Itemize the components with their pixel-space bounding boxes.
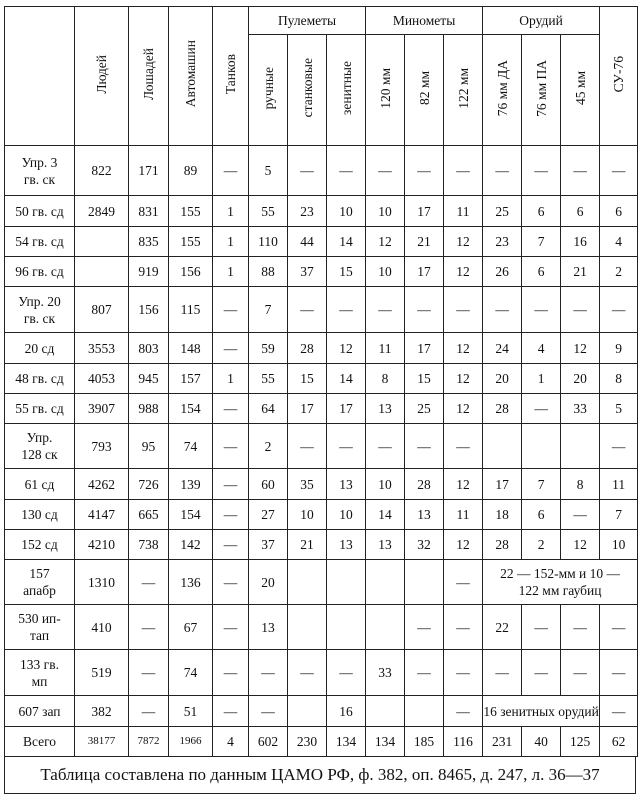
table-cell: 803 <box>129 333 169 364</box>
row-label: Упр. 20 гв. ск <box>5 287 75 333</box>
row-label: 530 ип- тап <box>5 605 75 650</box>
table-cell: — <box>288 146 327 196</box>
table-cell: — <box>129 650 169 696</box>
table-cell: — <box>600 696 638 727</box>
table-cell: 4 <box>600 227 638 257</box>
header-machine-guns: Пулеметы <box>249 7 366 35</box>
table-row <box>5 727 638 757</box>
table-cell: 14 <box>327 364 366 394</box>
table-cell: 7 <box>522 227 561 257</box>
table-cell: 10 <box>600 530 638 560</box>
table-cell: 156 <box>129 287 169 333</box>
table-cell: — <box>327 650 366 696</box>
table-cell: — <box>405 650 444 696</box>
table-cell: 148 <box>169 333 213 364</box>
table-cell: 14 <box>327 227 366 257</box>
table-cell: 7 <box>522 469 561 500</box>
table-cell: — <box>444 696 483 727</box>
table-cell: 5 <box>249 146 288 196</box>
table-cell: 21 <box>561 257 600 287</box>
table-cell: 23 <box>483 227 522 257</box>
table-cell: — <box>366 287 405 333</box>
table-cell: — <box>600 605 638 650</box>
table-cell <box>522 424 561 469</box>
table-cell: 17 <box>405 333 444 364</box>
table-cell: 64 <box>249 394 288 424</box>
table-cell <box>561 424 600 469</box>
table-cell: 20 <box>483 364 522 394</box>
table-cell: 13 <box>249 605 288 650</box>
header-mortars: Минометы <box>366 7 483 35</box>
table-cell <box>327 560 366 605</box>
header-mortar-120: 120 мм <box>366 35 405 146</box>
table-cell: 14 <box>366 500 405 530</box>
table-cell: — <box>561 500 600 530</box>
row-label: 130 сд <box>5 500 75 530</box>
table-cell: 11 <box>366 333 405 364</box>
table-cell: 16 <box>561 227 600 257</box>
header-row-top <box>5 7 638 35</box>
header-unit <box>5 7 75 146</box>
table-cell: 807 <box>75 287 129 333</box>
table-cell: — <box>288 424 327 469</box>
table-cell: 3907 <box>75 394 129 424</box>
table-body <box>5 146 638 757</box>
table-cell: 831 <box>129 196 169 227</box>
row-label: 20 сд <box>5 333 75 364</box>
table-cell: 12 <box>444 469 483 500</box>
table-row <box>5 364 638 394</box>
table-cell: — <box>327 424 366 469</box>
table-cell: 15 <box>288 364 327 394</box>
table-cell: — <box>213 333 249 364</box>
header-gun-76pa: 76 мм ПА <box>522 35 561 146</box>
table-row <box>5 257 638 287</box>
table-row <box>5 333 638 364</box>
table-cell: 13 <box>327 530 366 560</box>
table-cell: — <box>522 146 561 196</box>
table-cell: 7872 <box>129 727 169 757</box>
table-cell: 134 <box>366 727 405 757</box>
table-cell: — <box>600 650 638 696</box>
table-row <box>5 287 638 333</box>
table-cell: 12 <box>444 364 483 394</box>
table-cell: 2849 <box>75 196 129 227</box>
table-cell: 155 <box>169 196 213 227</box>
table-cell: — <box>600 424 638 469</box>
table-cell: 12 <box>561 530 600 560</box>
table-cell: 17 <box>483 469 522 500</box>
table-row <box>5 500 638 530</box>
table-cell: 9 <box>600 333 638 364</box>
table-cell: — <box>405 146 444 196</box>
table-cell <box>483 424 522 469</box>
table-cell: — <box>600 287 638 333</box>
table-cell: — <box>444 146 483 196</box>
table-cell: 945 <box>129 364 169 394</box>
row-label: Упр. 128 ск <box>5 424 75 469</box>
table-cell: 738 <box>129 530 169 560</box>
table-cell: 10 <box>366 257 405 287</box>
table-cell: 12 <box>561 333 600 364</box>
row-label: Упр. 3 гв. ск <box>5 146 75 196</box>
table-cell: — <box>288 287 327 333</box>
table-cell: 38177 <box>75 727 129 757</box>
table-cell: 89 <box>169 146 213 196</box>
table-cell: 12 <box>444 394 483 424</box>
table-cell: 1310 <box>75 560 129 605</box>
table-cell: — <box>444 650 483 696</box>
table-row <box>5 605 638 650</box>
table-cell: 55 <box>249 364 288 394</box>
table-cell: 28 <box>288 333 327 364</box>
table-cell <box>288 696 327 727</box>
table-cell: 74 <box>169 424 213 469</box>
table-cell <box>75 227 129 257</box>
table-cell <box>366 560 405 605</box>
table-cell: — <box>366 146 405 196</box>
table-cell: 15 <box>327 257 366 287</box>
header-mg-aa: зенитные <box>327 35 366 146</box>
table-cell: 110 <box>249 227 288 257</box>
table-cell: 4053 <box>75 364 129 394</box>
table-source-note: Таблица составлена по данным ЦАМО РФ, ф. 382, оп. 8465, д. 247, л. 36—37 <box>4 757 636 794</box>
table-cell <box>405 696 444 727</box>
table-cell: — <box>327 287 366 333</box>
table-cell: 156 <box>169 257 213 287</box>
table-cell: 155 <box>169 227 213 257</box>
header-tanks: Танков <box>213 7 249 146</box>
table-cell: — <box>327 146 366 196</box>
table-cell: — <box>213 650 249 696</box>
header-guns: Орудий <box>483 7 600 35</box>
table-cell: 12 <box>327 333 366 364</box>
table-cell: 8 <box>366 364 405 394</box>
header-gun-45: 45 мм <box>561 35 600 146</box>
table-cell: 10 <box>366 469 405 500</box>
equipment-table <box>4 6 638 757</box>
table-cell: — <box>561 287 600 333</box>
table-cell: 27 <box>249 500 288 530</box>
table-cell: 519 <box>75 650 129 696</box>
table-cell: — <box>561 650 600 696</box>
table-cell: 835 <box>129 227 169 257</box>
table-cell: 4 <box>213 727 249 757</box>
table-cell: 139 <box>169 469 213 500</box>
table-cell: 12 <box>366 227 405 257</box>
table-cell: 171 <box>129 146 169 196</box>
table-cell: 6 <box>522 196 561 227</box>
table-cell: 17 <box>405 257 444 287</box>
table-cell: 10 <box>327 196 366 227</box>
table-cell: 67 <box>169 605 213 650</box>
header-mg-mounted: станковые <box>288 35 327 146</box>
table-cell: — <box>444 605 483 650</box>
table-cell: 13 <box>327 469 366 500</box>
table-cell: — <box>405 605 444 650</box>
table-cell: — <box>405 424 444 469</box>
header-people: Людей <box>75 7 129 146</box>
table-cell: — <box>444 424 483 469</box>
table-cell: — <box>249 650 288 696</box>
header-cars: Автомашин <box>169 7 213 146</box>
table-cell: 13 <box>405 500 444 530</box>
table-cell <box>366 696 405 727</box>
table-cell: 33 <box>366 650 405 696</box>
table-cell: 12 <box>444 227 483 257</box>
table-cell: 7 <box>249 287 288 333</box>
table-cell: 382 <box>75 696 129 727</box>
table-cell: — <box>522 605 561 650</box>
table-cell: 11 <box>444 196 483 227</box>
table-cell: — <box>213 696 249 727</box>
table-cell: 59 <box>249 333 288 364</box>
row-label: 48 гв. сд <box>5 364 75 394</box>
table-cell: — <box>600 146 638 196</box>
table-cell: — <box>213 287 249 333</box>
row-label: 61 сд <box>5 469 75 500</box>
table-cell: 4147 <box>75 500 129 530</box>
table-cell: 20 <box>561 364 600 394</box>
table-cell: 20 <box>249 560 288 605</box>
table-cell: 8 <box>561 469 600 500</box>
table-cell: 142 <box>169 530 213 560</box>
table-cell: — <box>483 287 522 333</box>
table-cell: 602 <box>249 727 288 757</box>
table-cell: 13 <box>366 394 405 424</box>
row-label: 133 гв. мп <box>5 650 75 696</box>
table-cell: — <box>129 696 169 727</box>
table-row <box>5 146 638 196</box>
table-cell: 10 <box>327 500 366 530</box>
table-cell: 231 <box>483 727 522 757</box>
table-cell: 1 <box>213 257 249 287</box>
table-cell: 988 <box>129 394 169 424</box>
table-cell: 28 <box>405 469 444 500</box>
table-cell: — <box>213 146 249 196</box>
table-cell: 16 зенитных орудий <box>483 696 600 727</box>
table-cell: 4210 <box>75 530 129 560</box>
table-cell: 21 <box>288 530 327 560</box>
table-cell: 16 <box>327 696 366 727</box>
table-cell: 74 <box>169 650 213 696</box>
table-cell: 410 <box>75 605 129 650</box>
header-gun-76da: 76 мм ДА <box>483 35 522 146</box>
table-cell: 116 <box>444 727 483 757</box>
table-cell: 35 <box>288 469 327 500</box>
table-cell: 11 <box>600 469 638 500</box>
table-cell: — <box>249 696 288 727</box>
row-label: 96 гв. сд <box>5 257 75 287</box>
table-cell: 8 <box>600 364 638 394</box>
table-cell <box>327 605 366 650</box>
table-cell: — <box>483 146 522 196</box>
table-cell: 125 <box>561 727 600 757</box>
table-cell <box>288 605 327 650</box>
table-cell: — <box>483 650 522 696</box>
table-cell: 33 <box>561 394 600 424</box>
table-cell: 25 <box>405 394 444 424</box>
table-wrapper <box>4 6 636 794</box>
table-row <box>5 696 638 727</box>
table-cell: 12 <box>444 530 483 560</box>
table-cell: 23 <box>288 196 327 227</box>
table-cell: 88 <box>249 257 288 287</box>
table-cell: 1 <box>213 227 249 257</box>
table-cell: — <box>522 650 561 696</box>
table-row <box>5 469 638 500</box>
table-cell: 665 <box>129 500 169 530</box>
table-cell: 28 <box>483 530 522 560</box>
table-cell: 919 <box>129 257 169 287</box>
table-cell: 25 <box>483 196 522 227</box>
table-row <box>5 530 638 560</box>
table-cell: 6 <box>522 500 561 530</box>
table-cell: 21 <box>405 227 444 257</box>
table-cell: 5 <box>600 394 638 424</box>
table-cell: 10 <box>366 196 405 227</box>
table-row <box>5 394 638 424</box>
table-cell: 22 — 152-мм и 10 — 122 мм гаубиц <box>483 560 638 605</box>
table-cell: 13 <box>366 530 405 560</box>
table-row <box>5 650 638 696</box>
table-row <box>5 196 638 227</box>
table-cell: — <box>213 605 249 650</box>
row-label: 157 апабр <box>5 560 75 605</box>
table-cell: 1 <box>213 196 249 227</box>
table-cell: 230 <box>288 727 327 757</box>
table-cell: — <box>405 287 444 333</box>
table-cell <box>75 257 129 287</box>
table-cell: 2 <box>522 530 561 560</box>
table-cell: 154 <box>169 394 213 424</box>
table-cell: — <box>129 560 169 605</box>
table-cell: 32 <box>405 530 444 560</box>
table-cell: 17 <box>405 196 444 227</box>
table-cell: 51 <box>169 696 213 727</box>
table-cell: 24 <box>483 333 522 364</box>
table-cell: 157 <box>169 364 213 394</box>
table-cell: 1966 <box>169 727 213 757</box>
table-cell: 11 <box>444 500 483 530</box>
table-cell: 37 <box>249 530 288 560</box>
table-cell: 1 <box>522 364 561 394</box>
table-cell: 37 <box>288 257 327 287</box>
table-row <box>5 560 638 605</box>
table-cell: 2 <box>600 257 638 287</box>
table-cell: 15 <box>405 364 444 394</box>
row-label: 152 сд <box>5 530 75 560</box>
table-cell <box>405 560 444 605</box>
header-mg-hand: ручные <box>249 35 288 146</box>
table-cell: 12 <box>444 257 483 287</box>
table-cell: 136 <box>169 560 213 605</box>
table-cell: — <box>366 424 405 469</box>
table-cell: 726 <box>129 469 169 500</box>
table-cell <box>288 560 327 605</box>
table-cell: 10 <box>288 500 327 530</box>
table-cell: — <box>213 500 249 530</box>
table-cell: 40 <box>522 727 561 757</box>
header-mortar-82: 82 мм <box>405 35 444 146</box>
header-horses: Лошадей <box>129 7 169 146</box>
header-su76: СУ-76 <box>600 7 638 146</box>
table-cell: — <box>288 650 327 696</box>
row-label: 54 гв. сд <box>5 227 75 257</box>
table-cell: — <box>213 560 249 605</box>
table-cell: 134 <box>327 727 366 757</box>
table-cell: 60 <box>249 469 288 500</box>
table-cell: — <box>561 605 600 650</box>
table-cell: 6 <box>600 196 638 227</box>
table-cell: — <box>213 394 249 424</box>
table-cell: 12 <box>444 333 483 364</box>
table-cell: — <box>561 146 600 196</box>
table-cell: 4262 <box>75 469 129 500</box>
row-label: Всего <box>5 727 75 757</box>
table-cell: 62 <box>600 727 638 757</box>
table-cell: — <box>522 287 561 333</box>
table-cell <box>366 605 405 650</box>
table-cell: 6 <box>561 196 600 227</box>
table-cell: 95 <box>129 424 169 469</box>
table-cell: 7 <box>600 500 638 530</box>
table-cell: — <box>213 424 249 469</box>
table-cell: 26 <box>483 257 522 287</box>
row-label: 50 гв. сд <box>5 196 75 227</box>
table-cell: 185 <box>405 727 444 757</box>
table-cell: — <box>444 287 483 333</box>
table-cell: 822 <box>75 146 129 196</box>
table-cell: 55 <box>249 196 288 227</box>
table-cell: — <box>129 605 169 650</box>
table-cell: 6 <box>522 257 561 287</box>
table-cell: 2 <box>249 424 288 469</box>
table-cell: 1 <box>213 364 249 394</box>
table-cell: 17 <box>288 394 327 424</box>
table-cell: 4 <box>522 333 561 364</box>
row-label: 55 гв. сд <box>5 394 75 424</box>
table-cell: — <box>522 394 561 424</box>
table-cell: — <box>213 469 249 500</box>
table-cell: — <box>213 530 249 560</box>
table-cell: 17 <box>327 394 366 424</box>
table-cell: — <box>444 560 483 605</box>
table-row <box>5 424 638 469</box>
header-mortar-122: 122 мм <box>444 35 483 146</box>
table-cell: 154 <box>169 500 213 530</box>
row-label: 607 зап <box>5 696 75 727</box>
table-row <box>5 227 638 257</box>
table-cell: 18 <box>483 500 522 530</box>
table-cell: 793 <box>75 424 129 469</box>
table-cell: 44 <box>288 227 327 257</box>
table-cell: 3553 <box>75 333 129 364</box>
table-cell: 115 <box>169 287 213 333</box>
table-cell: 22 <box>483 605 522 650</box>
table-cell: 28 <box>483 394 522 424</box>
